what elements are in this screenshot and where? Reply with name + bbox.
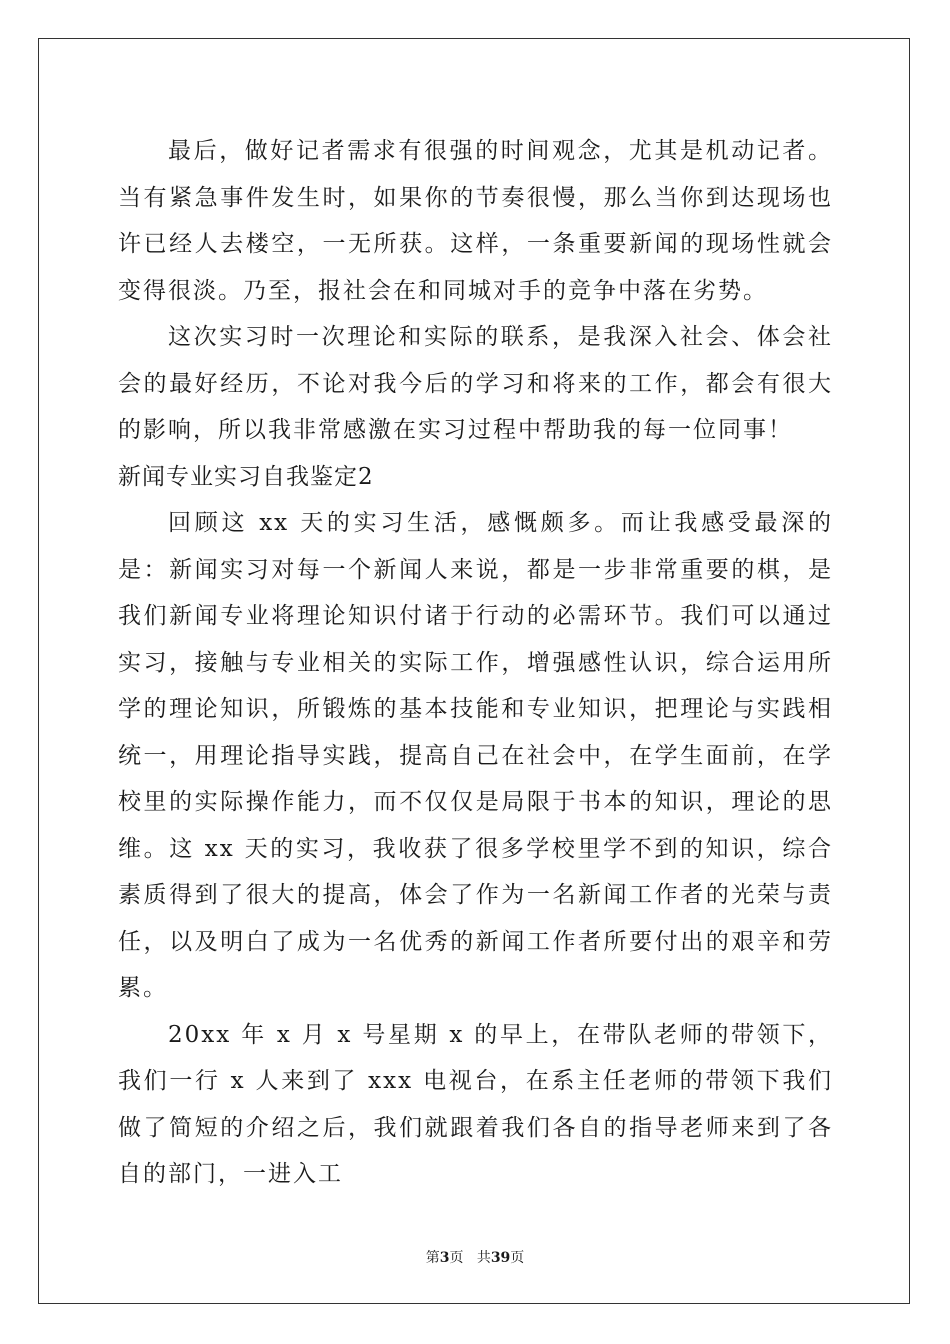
total-suffix: 页 — [510, 1250, 525, 1266]
paragraph: 最后，做好记者需求有很强的时间观念，尤其是机动记者。当有紧急事件发生时，如果你的节奏很慢，那么当你到达现场也许已经人去楼空，一无所获。这样，一条重要新闻的现场性就会变得很淡。乃至，报社会在和同城对手的竞争中落在劣势。 — [118, 138, 833, 304]
section-heading: 新闻专业实习自我鉴定2 — [118, 463, 374, 490]
total-prefix: 共 — [476, 1250, 491, 1266]
paragraph: 回顾这 xx 天的实习生活，感慨颇多。而让我感受最深的是：新闻实习对每一个新闻人来说，都是一步非常重要的棋，是我们新闻专业将理论知识付诸于行动的必需环节。我们可以通过实习，接触与专业相关的实际工作，增强感性认识，综合运用所学的理论知识，所锻炼的基本技能和专业知识，把理论与实践相统一，用理论指导实践，提高自己在社会中，在学生面前，在学校里的实际操作能力，而不仅仅是局限于书本的知识，理论的思维。这 xx 天的实习，我收获了很多学校里学不到的知识，综合素质得到了很大的提高，体会了作为一名新闻工作者的光荣与责任，以及明白了成为一名优秀的新闻工作者所要付出的艰辛和劳累。 — [118, 510, 833, 1001]
page-footer — [0, 1247, 950, 1267]
page-prefix: 第 — [425, 1250, 440, 1266]
page-suffix: 页 — [449, 1250, 464, 1266]
document-body — [118, 128, 833, 1198]
page-number: 3 — [439, 1250, 450, 1266]
paragraph: 这次实习时一次理论和实际的联系，是我深入社会、体会社会的最好经历，不论对我今后的学习和将来的工作，都会有很大的影响，所以我非常感激在实习过程中帮助我的每一位同事！ — [118, 324, 833, 443]
total-pages: 39 — [490, 1250, 511, 1266]
paragraph: 20xx 年 x 月 x 号星期 x 的早上，在带队老师的带领下，我们一行 x 人来到了 xxx 电视台，在系主任老师的带领下我们做了简短的介绍之后，我们就跟着我们各自的指导老师来到了各自的部门，一进入工 — [118, 1021, 833, 1187]
